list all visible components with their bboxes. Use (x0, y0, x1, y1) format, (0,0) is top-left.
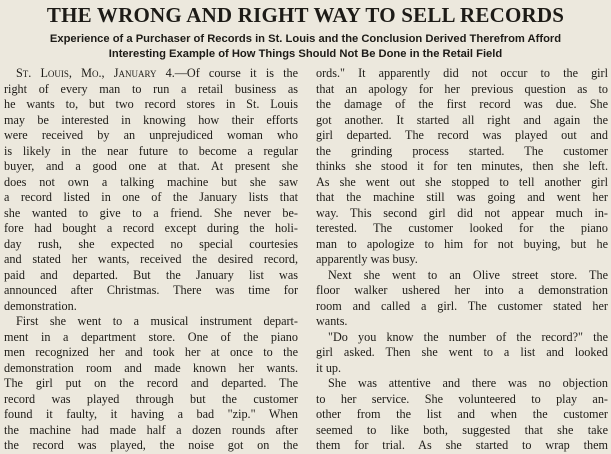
text-line: fore had bought a record except during the holi- (4, 221, 298, 235)
subhead-line-2: Interesting Example of How Things Should Not Be Done in the Retail Field (108, 47, 503, 60)
article-headline: THE WRONG AND RIGHT WAY TO SELL RECORDS (46, 3, 565, 27)
text-line: day rush, she expected no special courtesies (4, 236, 298, 251)
text-line: right of every man to run a retail business as (4, 81, 298, 96)
text-line: paid and departed. But the January list was (4, 267, 298, 282)
text-line: girl departed. The record was played out and (316, 128, 608, 142)
text-line: were received by an unprejudiced woman who (4, 128, 298, 142)
text-line: seemed to like both, suggested that she take (316, 422, 608, 437)
text-line: buyer, and a good one at that. At present she (4, 159, 298, 173)
text-line: does not own a talking machine but she saw (4, 174, 298, 189)
text-line: terested. The customer looked for the piano (316, 221, 608, 235)
text-line: First she went to a musical instrument depart- (16, 314, 298, 328)
text-line: a record listed in one of the January lists that (4, 190, 298, 204)
subhead-line-1: Experience of a Purchaser of Records in St. Louis and the Conclusion Derived Therefrom Afford (49, 33, 562, 45)
text-line: got another. It started all right and again the (316, 112, 608, 127)
text-line: the machine had made half a dozen rounds after (4, 422, 298, 437)
text-line: and stated her wants, received the desired record, (4, 252, 298, 266)
text-line: floor walker ushered her into a demonstration (316, 283, 608, 297)
text-line: record was played through but the customer (4, 391, 298, 406)
text-line: he wants to, but two record stores in St. Louis (4, 97, 298, 111)
text-line: the damage of the first record was due. She (316, 97, 608, 111)
text-line: way. This second girl did not appear much in- (316, 205, 608, 220)
text-line: that the machine still was going and went her (316, 190, 608, 204)
article-subhead (20, 32, 591, 61)
text-line: As she went out she stopped to tell another girl (316, 174, 608, 189)
text-line: ords." It apparently did not occur to the girl (316, 66, 608, 80)
text-line: the record was played, the noise got on the (4, 438, 298, 452)
text-line: girl asked. Then she went to a list and looked (316, 345, 608, 359)
text-line: that an apology for her previous question as to (316, 81, 608, 96)
text-line: the grinding process started. The customer (316, 143, 608, 158)
text-line: she wanted to give to a friend. She never be- (4, 205, 298, 220)
text-line: them for trial. As she started to wrap them (316, 438, 608, 452)
text-line: it up. (316, 360, 342, 375)
text-line: man to apologize to him for not buying, but he (316, 236, 608, 251)
left-column (4, 66, 298, 454)
right-column (316, 66, 608, 454)
text-line: may be interested in knowing how their efforts (4, 112, 298, 127)
text-line: room and called a girl. The customer stated her (316, 298, 608, 313)
text-line: is likely in the near future to become a regular (4, 143, 298, 158)
text-line: demonstration room and made known her wants. (4, 360, 298, 375)
text-line: demonstration. (4, 298, 77, 313)
text-line: thinks she stood it for ten minutes, then she left. (316, 159, 608, 173)
text-line: announced after Christmas. There was time for (4, 283, 298, 297)
text-line: found it faulty, it having a bad "zip." When (4, 407, 298, 421)
text-line: other from the list and when the customer (316, 407, 608, 421)
text-line: "Do you know the number of the record?" the (328, 329, 608, 344)
text-line: men recognized her and took her at once to the (4, 345, 298, 359)
text-line: The girl put on the record and departed. The (4, 376, 298, 390)
text-line: to her service. She volunteered to play an- (316, 391, 608, 406)
dateline-continuation: —Of course it is the (174, 66, 298, 80)
dateline-line (4, 66, 298, 82)
text-line: wants. (316, 314, 348, 328)
text-line: ment in a department store. One of the piano (4, 329, 298, 344)
dateline: St. Louis, Mo., January 4. (16, 66, 175, 80)
text-line: Next she went to an Olive street store. The (328, 267, 608, 282)
text-line: She was attentive and there was no objection (328, 376, 608, 390)
text-line: apparently was busy. (316, 252, 418, 266)
